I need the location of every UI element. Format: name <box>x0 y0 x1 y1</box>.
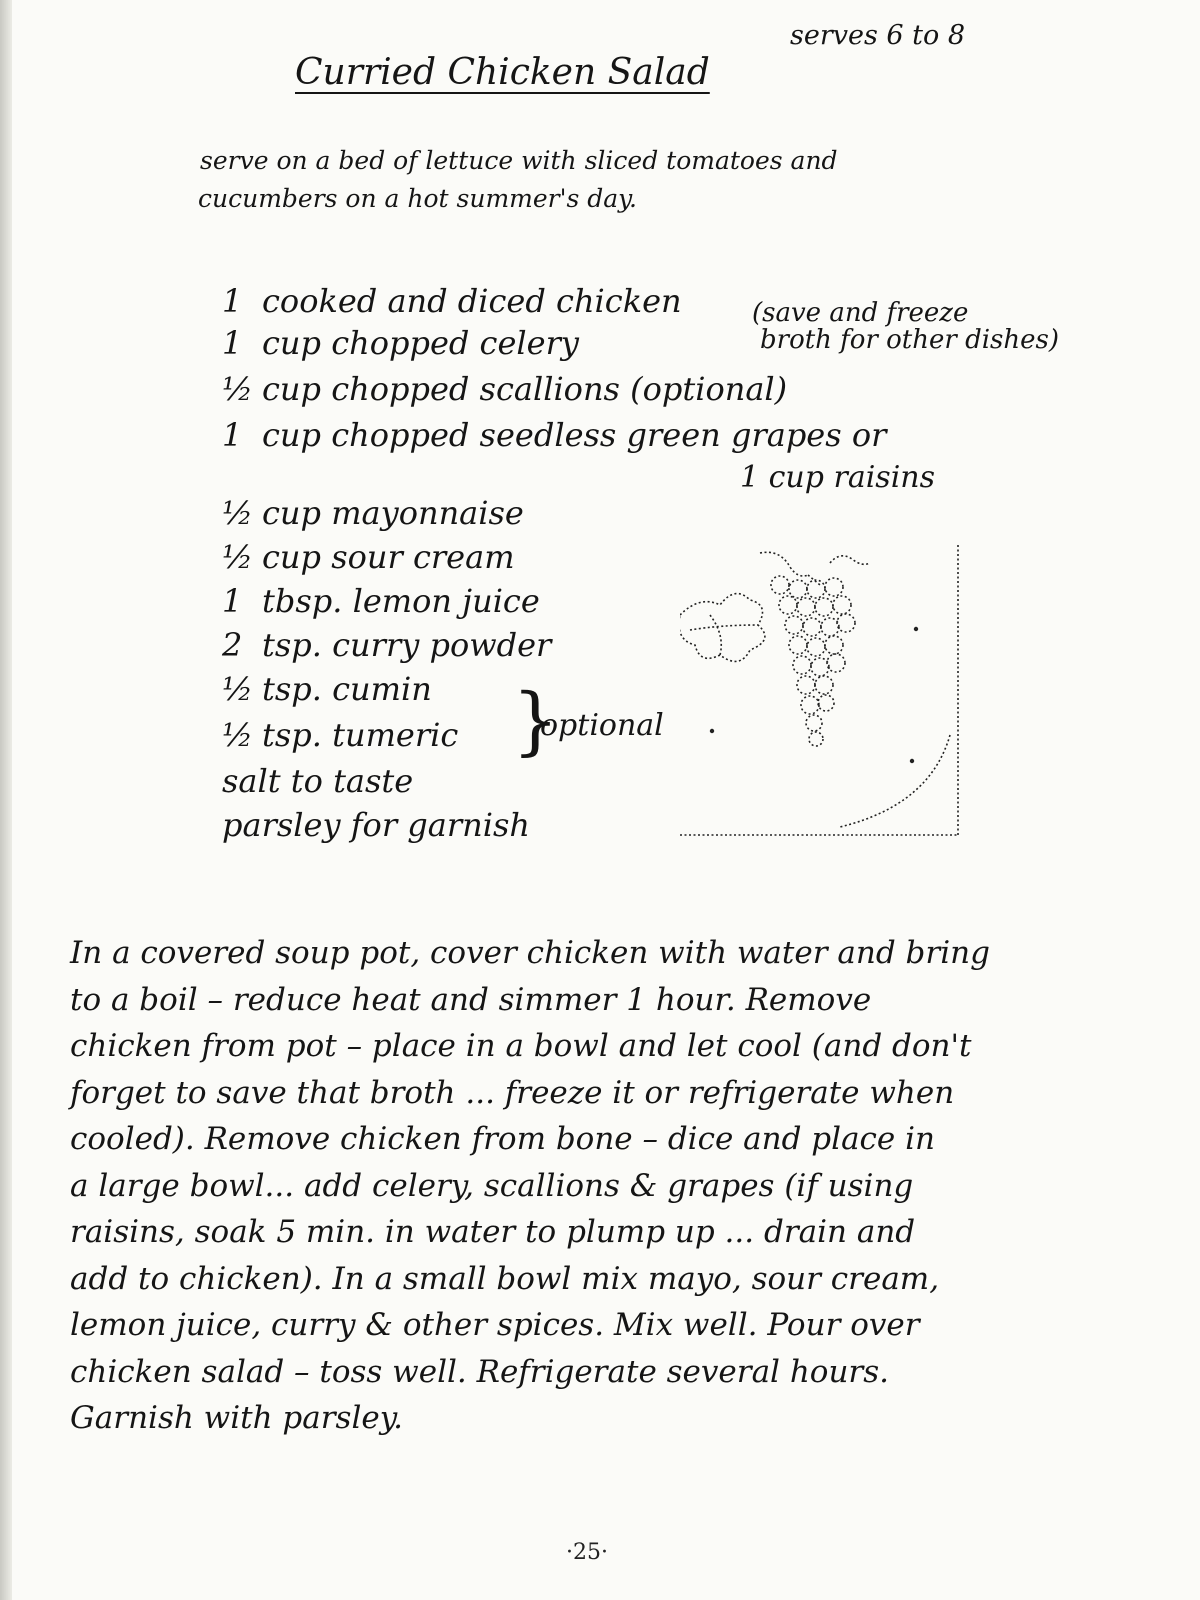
ingredient-item <box>222 716 458 754</box>
ingredient-qty: ½ <box>222 670 254 708</box>
page-number: ·25· <box>566 1540 608 1565</box>
ingredient-item <box>222 626 551 664</box>
ingredient-text: parsley for garnish <box>222 806 531 844</box>
ingredient-text: cup sour cream <box>262 538 515 576</box>
grape-cluster-icon <box>680 545 990 855</box>
ingredient-text: tsp. curry powder <box>262 626 552 664</box>
recipe-method: In a covered soup pot, cover chicken with water and bring to a boil – reduce heat and simmer 1 hour. Remove chicken from pot – place in a bowl and let cool (and don't forget to save that broth ... freeze it or refrigerate when cooled). Remove chicken from bone – dice and place in a large bowl... add celery, scallions & grapes (if using raisins, soak 5 min. in water to plump up ... drain and add to chicken). In a small bowl mix mayo, sour cream, lemon juice, curry & other spices. Mix well. Pour over chicken salad – toss well. Refrigerate several hours. Garnish with parsley. <box>70 935 990 1436</box>
ingredient-item <box>222 582 540 620</box>
recipe-intro <box>200 142 838 218</box>
ingredient-text: tsp. tumeric <box>262 716 459 754</box>
ingredient-item <box>222 806 530 844</box>
ingredient-qty: 1 <box>222 282 243 320</box>
ingredient-item <box>222 538 515 576</box>
ingredient-item <box>222 670 432 708</box>
ingredient-text: cooked and diced chicken <box>262 282 682 320</box>
ingredient-item <box>222 324 579 362</box>
ingredient-text: salt to taste <box>222 762 414 800</box>
raisins-alternative: 1 cup raisins <box>740 460 936 495</box>
ingredient-item <box>222 416 886 454</box>
ingredient-text: cup chopped scallions (optional) <box>262 370 788 408</box>
ingredient-qty: 2 <box>222 626 243 664</box>
intro-line-1: serve on a bed of lettuce with sliced tomatoes and <box>200 146 838 175</box>
ingredient-item <box>222 762 413 800</box>
page-binding-edge <box>0 0 12 1600</box>
ingredient-item <box>222 494 524 532</box>
ingredient-qty: 1 <box>222 582 243 620</box>
intro-line-2: cucumbers on a hot summer's day. <box>198 184 637 213</box>
ingredient-text: tsp. cumin <box>262 670 432 708</box>
ingredient-item <box>222 282 682 320</box>
ingredient-item <box>222 370 787 408</box>
ingredient-qty: ½ <box>222 538 254 576</box>
optional-brace-icon: } <box>512 678 560 764</box>
ingredient-qty: ½ <box>222 370 254 408</box>
ingredient-text: cup chopped seedless green grapes or <box>262 416 887 454</box>
broth-note-line-1: (save and freeze <box>752 298 969 328</box>
ingredient-qty: ½ <box>222 494 254 532</box>
serving-size: serves 6 to 8 <box>790 20 966 51</box>
ingredient-qty: 1 <box>222 324 243 362</box>
optional-label: optional <box>540 708 664 743</box>
ingredient-qty: 1 <box>222 416 243 454</box>
ingredient-text: tbsp. lemon juice <box>262 582 540 620</box>
ingredient-text: cup chopped celery <box>262 324 579 362</box>
recipe-title: Curried Chicken Salad <box>295 52 710 93</box>
ingredient-text: cup mayonnaise <box>262 494 524 532</box>
ingredient-qty: ½ <box>222 716 254 754</box>
broth-note-line-2: broth for other dishes) <box>760 325 1059 355</box>
